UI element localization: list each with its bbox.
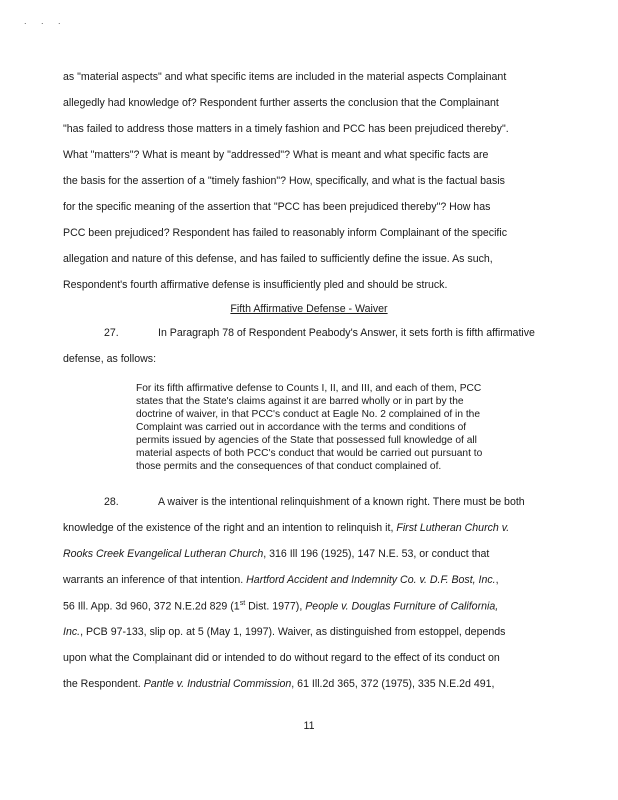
- scan-marks: . . .: [24, 16, 67, 26]
- punct: ,: [495, 574, 499, 586]
- text-run: warrants an inference of that intention.: [63, 574, 244, 586]
- text-run: the Respondent.: [63, 678, 141, 690]
- citation: Dist. 1977),: [245, 600, 303, 613]
- section-heading: Fifth Affirmative Defense - Waiver: [230, 303, 388, 315]
- quote-line: material aspects of both PCC's conduct that would be carried out pursuant to: [136, 448, 483, 459]
- body-line: the basis for the assertion of a "timely fashion"? How, specifically, and what is the factual basis: [63, 175, 505, 187]
- paragraph-28-line-1: A waiver is the intentional relinquishment of a known right. There must be both: [158, 496, 525, 508]
- body-line: What "matters"? What is meant by "addressed"? What is meant and what specific facts are: [63, 149, 489, 161]
- citation: 56 Ill. App. 3d 960, 372 N.E.2d 829 (1: [63, 600, 240, 613]
- case-name: First Lutheran Church v.: [396, 522, 510, 534]
- quote-line: doctrine of waiver, in that PCC's conduct at Eagle No. 2 complained of in the: [136, 409, 480, 420]
- paragraph-number: 27.: [104, 327, 119, 339]
- body-line: allegation and nature of this defense, and has failed to sufficiently define the issue. As such,: [63, 253, 493, 265]
- body-line: as "material aspects" and what specific items are included in the material aspects Complainant: [63, 71, 507, 83]
- case-name: Hartford Accident and Indemnity Co. v. D.F. Bost, Inc.: [246, 574, 496, 586]
- page-number: 11: [303, 720, 315, 732]
- paragraph-28-line-8: [63, 678, 495, 690]
- text-run: knowledge of the existence of the right and an intention to relinquish it,: [63, 522, 394, 534]
- body-line: allegedly had knowledge of? Respondent further asserts the conclusion that the Complainant: [63, 97, 499, 109]
- body-line: PCC been prejudiced? Respondent has failed to reasonably inform Complainant of the specific: [63, 227, 508, 239]
- paragraph-28-line-7: upon what the Complainant did or intended to do without regard to the effect of its conduct on: [63, 652, 500, 664]
- quote-line: states that the State's claims against it are barred wholly or in part by the: [136, 396, 464, 407]
- quote-line: permits issued by agencies of the State that possessed full knowledge of all: [136, 435, 477, 446]
- citation: , 316 Ill 196 (1925), 147 N.E. 53, or conduct that: [263, 548, 490, 560]
- ordinal-suffix: st: [239, 600, 246, 607]
- body-line: Respondent's fourth affirmative defense is insufficiently pled and should be struck.: [63, 279, 448, 291]
- paragraph-27-first-line: In Paragraph 78 of Respondent Peabody's Answer, it sets forth is fifth affirmative: [158, 327, 535, 339]
- paragraph-27-second-line: defense, as follows:: [63, 353, 157, 365]
- citation: , 61 Ill.2d 365, 372 (1975), 335 N.E.2d 491,: [291, 678, 495, 690]
- case-name: People v. Douglas Furniture of California,: [305, 600, 499, 613]
- paragraph-28-line-5: [63, 600, 498, 613]
- citation: , PCB 97-133, slip op. at 5 (May 1, 1997). Waiver, as distinguished from estoppel, depends: [80, 626, 506, 638]
- body-line: "has failed to address those matters in a timely fashion and PCC has been prejudiced thereby".: [63, 123, 509, 135]
- quote-line: Complaint was carried out in accordance with the terms and conditions of: [136, 422, 467, 433]
- body-line: for the specific meaning of the assertion that "PCC has been prejudiced thereby"? How has: [63, 201, 491, 213]
- paragraph-number: 28.: [104, 496, 119, 508]
- paragraph-28-line-6: [63, 626, 505, 638]
- paragraph-28-line-4: [63, 574, 499, 586]
- case-name: Pantle v. Industrial Commission: [143, 678, 292, 690]
- paragraph-28-line-2: [63, 522, 509, 534]
- quote-line: For its fifth affirmative defense to Counts I, II, and III, and each of them, PCC: [136, 383, 482, 394]
- case-name: Inc.: [63, 626, 81, 638]
- paragraph-28-line-3: [63, 548, 489, 560]
- quote-line: those permits and the consequences of that conduct complained of.: [136, 461, 442, 472]
- case-name: Rooks Creek Evangelical Lutheran Church: [63, 548, 264, 560]
